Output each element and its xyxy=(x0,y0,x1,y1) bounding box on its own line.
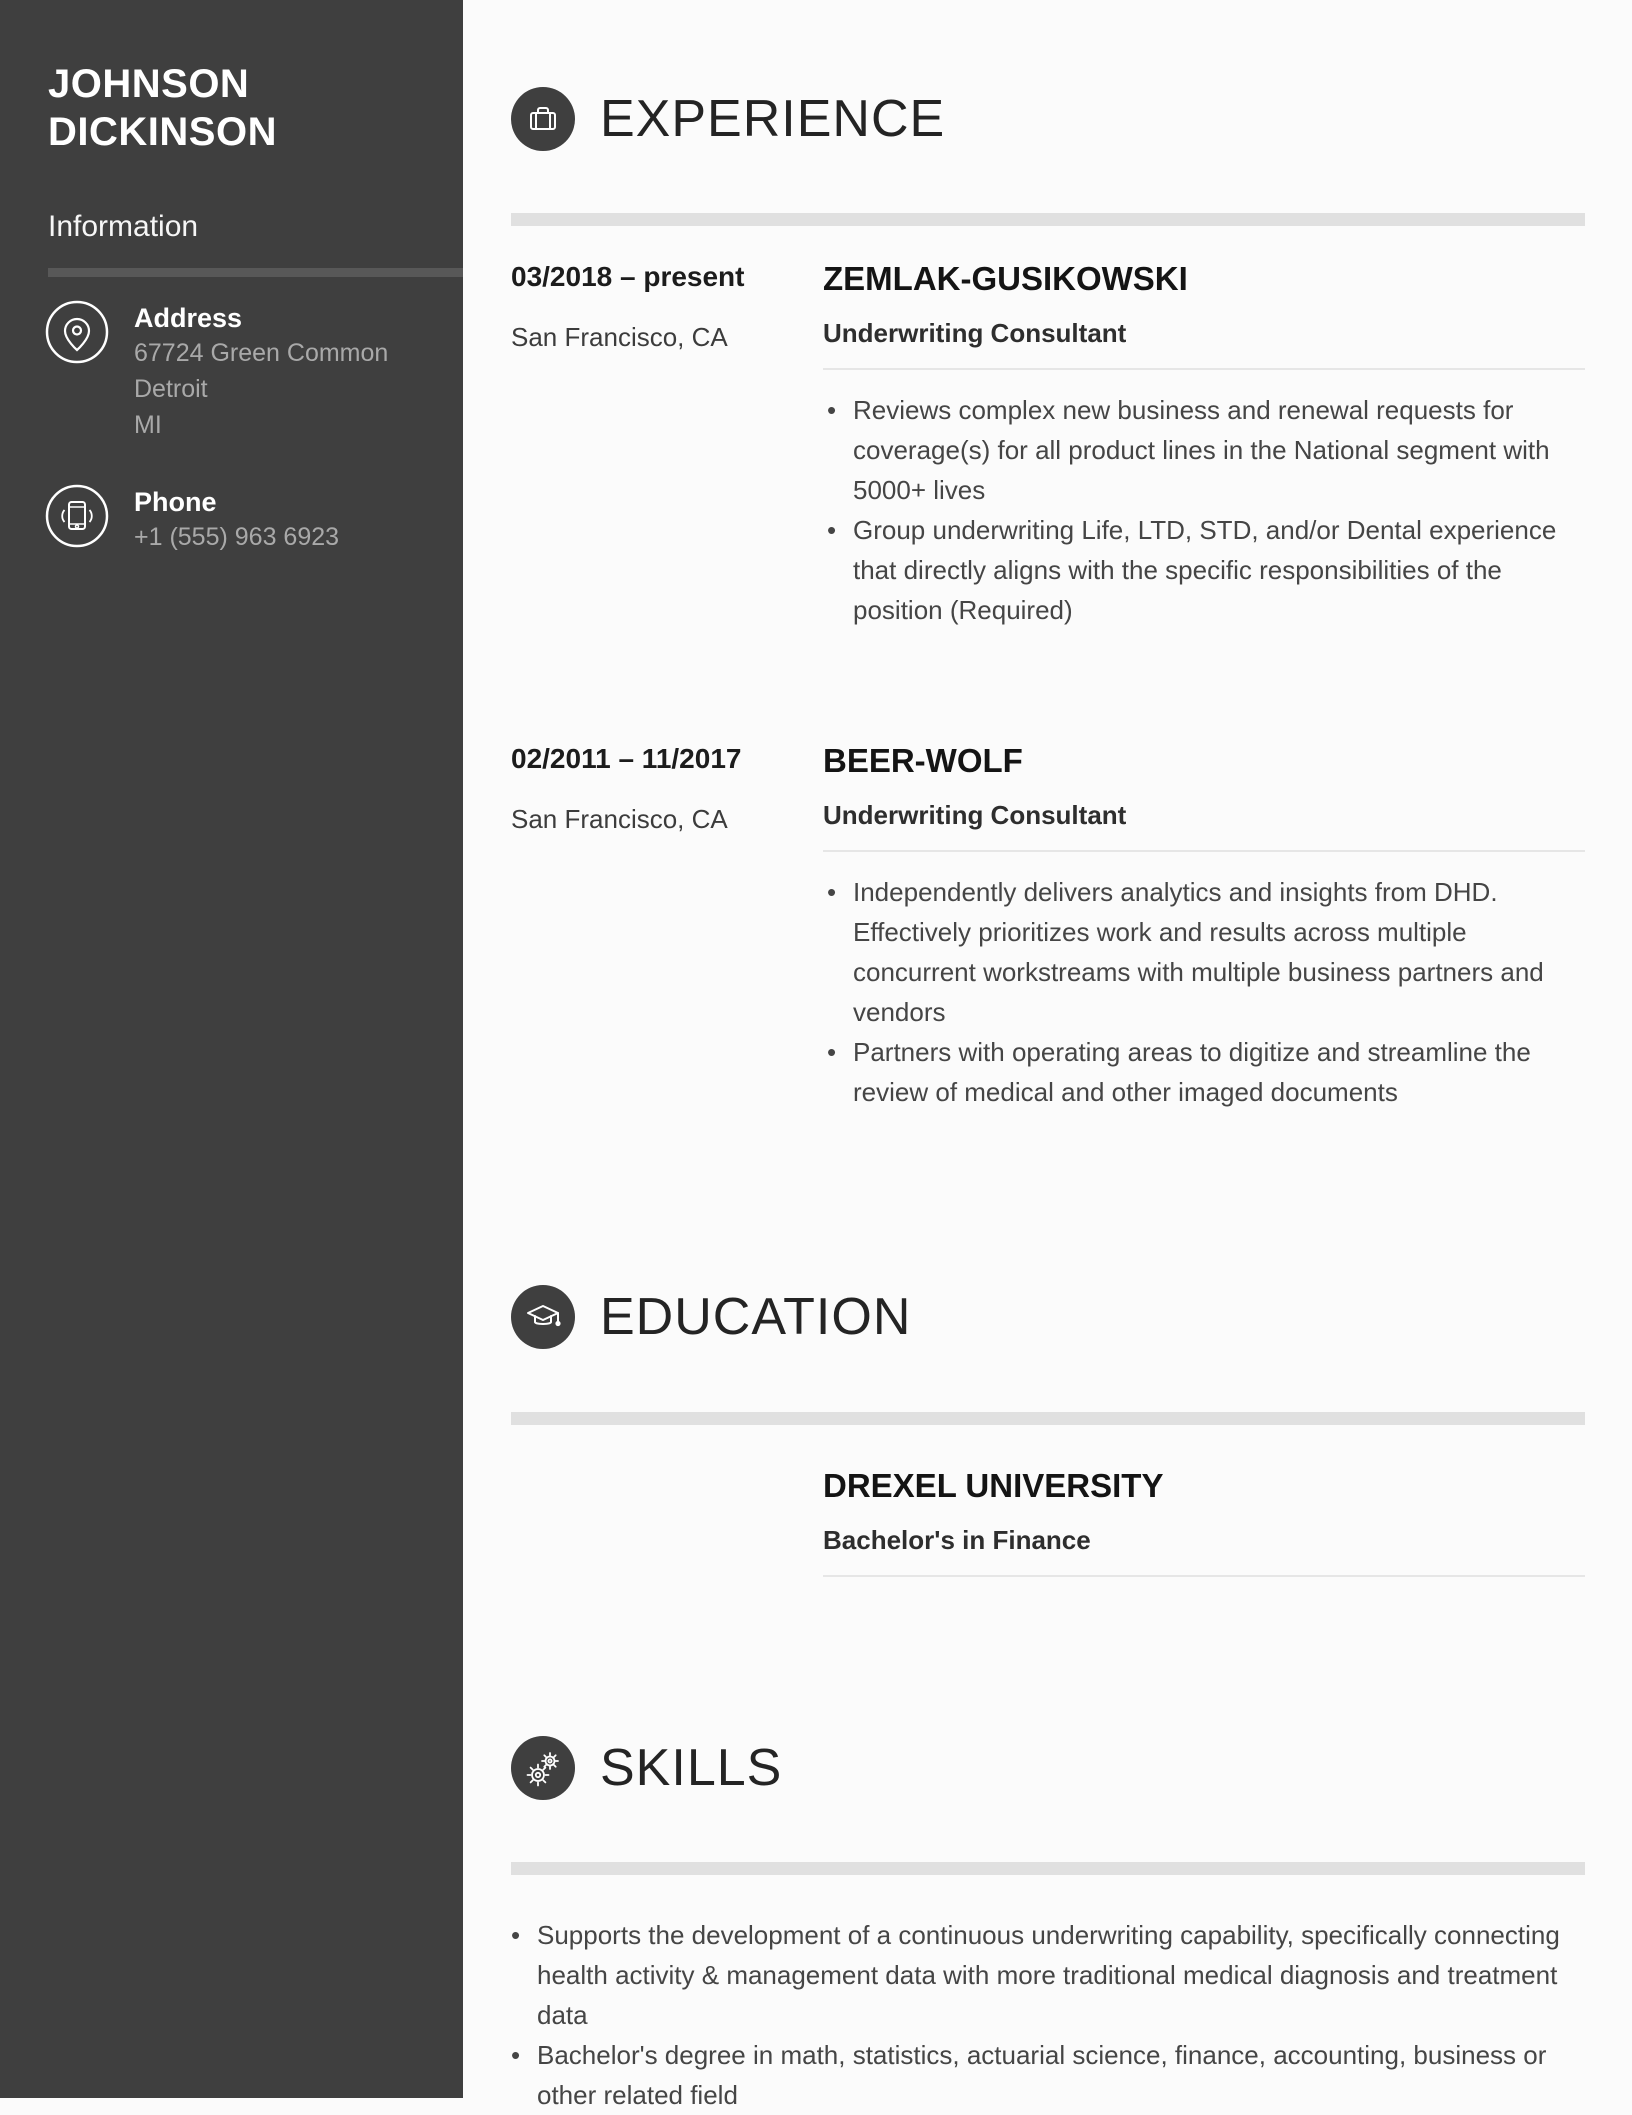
degree: Bachelor's in Finance xyxy=(823,1524,1091,1555)
entry-role: Underwriting Consultant xyxy=(823,318,1127,349)
address-line: 67724 Green Common xyxy=(134,339,389,367)
school-name: DREXEL UNIVERSITY xyxy=(823,1466,1164,1504)
address-line: Detroit xyxy=(134,375,208,403)
phone-line: +1 (555) 963 6923 xyxy=(134,523,340,551)
contact-phone xyxy=(44,483,433,555)
bullet-item: • Group underwriting Life, LTD, STD, and/or Dental experience that directly aligns with the specific responsibilities of the position (Required) xyxy=(823,510,1585,630)
entry-date: 03/2018 – present xyxy=(511,261,745,293)
entry-date: 02/2011 – 11/2017 xyxy=(511,743,742,775)
entry-location: San Francisco, CA xyxy=(511,322,728,353)
address-label: Address xyxy=(134,303,243,333)
section-experience xyxy=(511,0,1585,1112)
location-pin-icon xyxy=(44,299,110,365)
experience-entry xyxy=(511,742,1585,1112)
info-divider xyxy=(48,268,463,277)
skills-title: SKILLS xyxy=(600,1738,783,1797)
entry-company: BEER-WOLF xyxy=(823,742,1023,780)
phone-lines xyxy=(134,519,339,555)
info-heading: Information xyxy=(48,210,199,243)
section-education xyxy=(511,1244,1585,1576)
skills-divider xyxy=(511,1862,1585,1875)
graduation-cap-icon xyxy=(511,1285,575,1349)
bullet-item: • Reviews complex new business and renewal requests for coverage(s) for all product lines in the National segment with 5000+ lives xyxy=(823,390,1585,510)
skill-item: • Bachelor's degree in math, statistics, actuarial science, finance, accounting, business or other related field xyxy=(511,2035,1585,2115)
education-entry xyxy=(511,1467,1585,1577)
entry-bullets xyxy=(823,872,1585,1112)
experience-title: EXPERIENCE xyxy=(600,90,946,149)
education-entry-divider xyxy=(823,1575,1585,1577)
skills-list xyxy=(511,1915,1585,2115)
phone-icon xyxy=(44,483,110,549)
entry-bullets xyxy=(823,390,1585,630)
briefcase-icon xyxy=(511,87,575,151)
entry-role: Underwriting Consultant xyxy=(823,800,1127,831)
section-skills xyxy=(511,1695,1585,2115)
gears-icon xyxy=(511,1736,575,1800)
entry-divider xyxy=(823,850,1585,852)
entry-location: San Francisco, CA xyxy=(511,804,728,835)
education-divider xyxy=(511,1412,1585,1425)
skill-item: • Supports the development of a continuous underwriting capability, specifically connecting health activity & management data with more traditional medical diagnosis and treatment data xyxy=(511,1915,1585,2035)
resume-body xyxy=(463,0,1632,2115)
experience-divider xyxy=(511,213,1585,226)
sidebar xyxy=(0,0,463,2098)
address-line: MI xyxy=(134,411,162,439)
entry-divider xyxy=(823,368,1585,370)
education-title: EDUCATION xyxy=(600,1288,912,1347)
address-lines xyxy=(134,335,388,443)
entry-company: ZEMLAK-GUSIKOWSKI xyxy=(823,260,1188,298)
person-name: JOHNSON DICKINSON xyxy=(48,62,277,154)
experience-entry xyxy=(511,260,1585,630)
phone-label: Phone xyxy=(134,487,217,517)
bullet-item: • Independently delivers analytics and insights from DHD. Effectively prioritizes work and results across multiple concurrent workstreams with multiple business partners and vendors xyxy=(823,872,1585,1032)
contact-address xyxy=(44,299,433,443)
bullet-item: • Partners with operating areas to digitize and streamline the review of medical and other imaged documents xyxy=(823,1032,1585,1112)
